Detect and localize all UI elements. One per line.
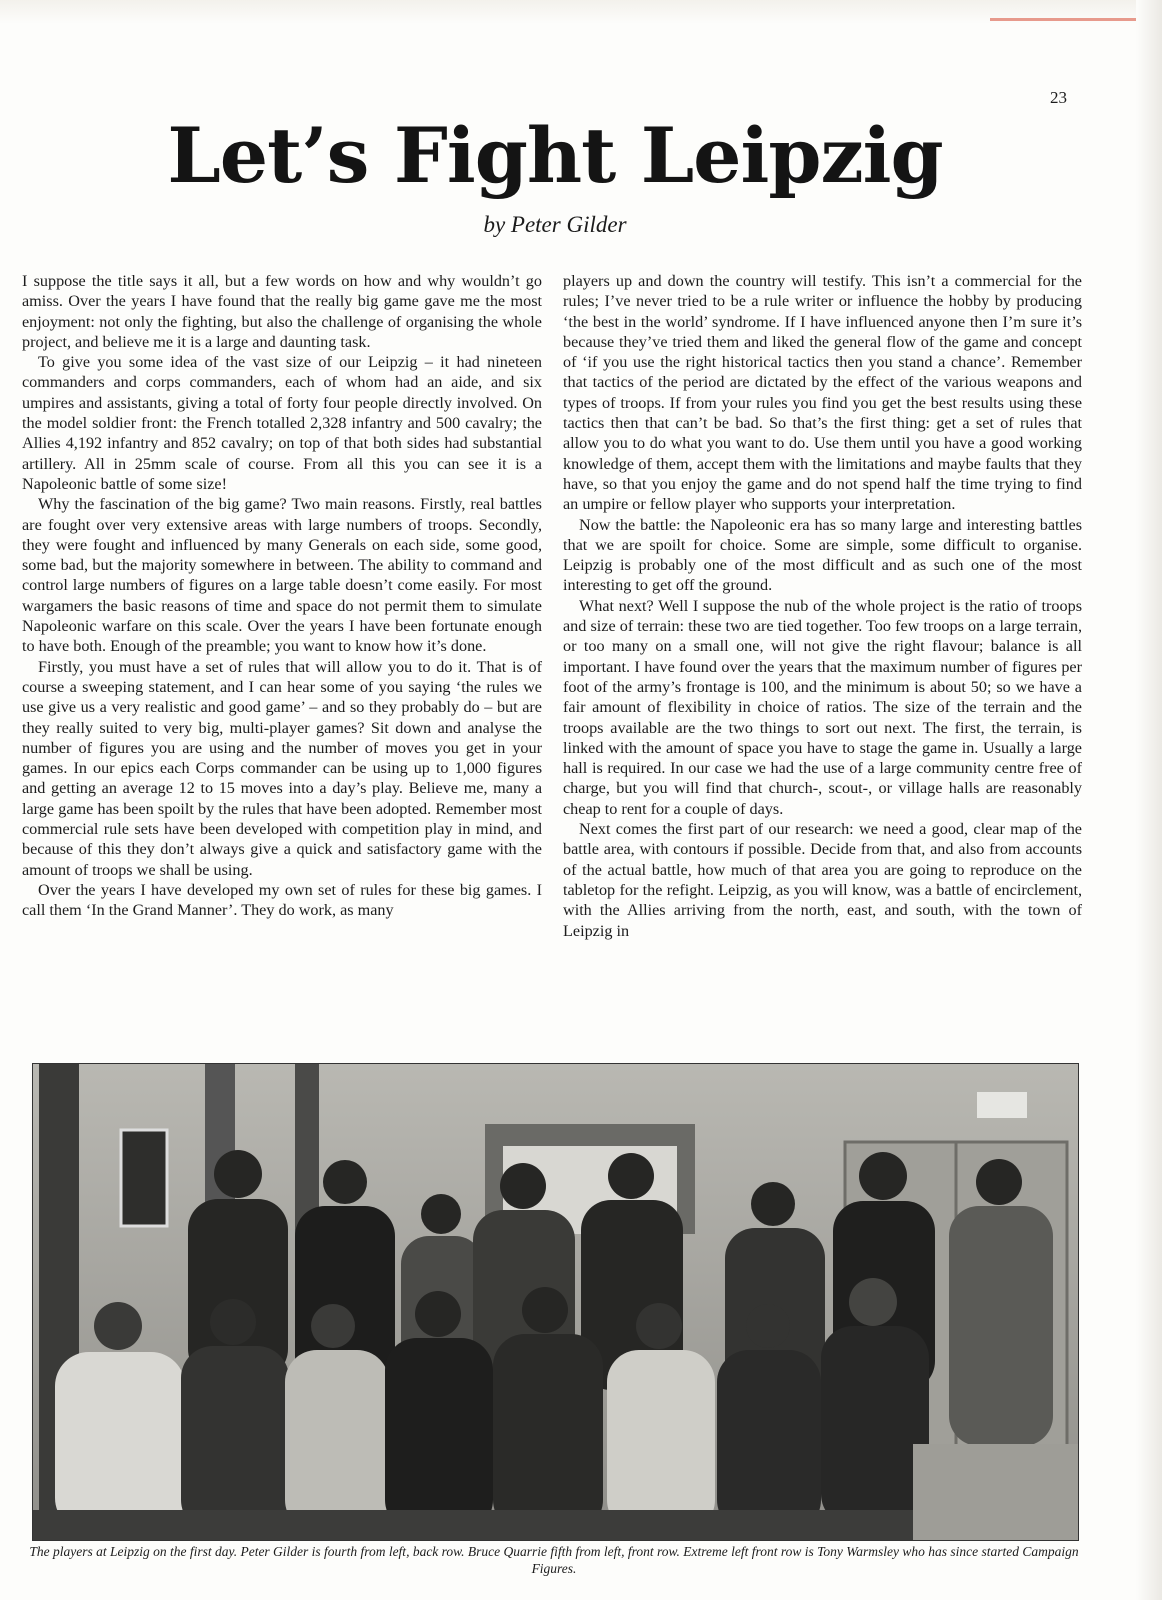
paragraph: Firstly, you must have a set of rules that will allow you to do it. That is of course a sweeping statement, and I can hear some of you saying ‘the rules we use give us a very realistic and good game’ – and so they probably do – but are they really suited to very big, multi-player games? Sit down and analyse the number of figures you are using and the number of moves you get in your games. In our epics each Corps commander can be using up to 1,000 figures and getting an average 12 to 15 moves into a day’s play. Believe me, many a large game has been spoilt by the rules that have been adopted. Remember most commercial rule sets have been developed with competition play in mind, and because of this they don’t always give a quick and satisfactory game with the amount of troops we shall be using.: [22, 657, 542, 879]
page-right-edge: [1136, 0, 1162, 1600]
group-photo-image: [33, 1064, 1078, 1540]
paragraph: What next? Well I suppose the nub of the whole project is the ratio of troops and size of terrain: these two are tied together. Too few troops on a large terrain, or too many on a small one, will not give the right flavour; balance is all important. I have found over the years that the maximum number of figures per foot of the army’s frontage is 100, and the minimum is about 50; so we have a fair amount of flexibility in choice of ratios. The size of the terrain and the troops available are the two things to sort out next. The first, the terrain, is linked with the amount of space you have to stage the game in. Usually a large hall is required. In our case we had the use of a large community centre free of charge, but you will find that church-, scout-, or village halls are reasonably cheap to rent for a couple of days.: [563, 596, 1082, 818]
paragraph: To give you some idea of the vast size of our Leipzig – it had nineteen commanders and corps commanders, each of whom had an aide, and six umpires and assistants, giving a total of forty four people directly involved. On the model soldier front: the French totalled 2,328 infantry and 500 cavalry; the Allies 4,192 infantry and 852 cavalry; on top of that both sides had substantial artillery. All in 25mm scale of course. From all this you can see it is a Napoleonic battle of some size!: [22, 353, 542, 493]
article-title: Let’s Fight Leipzig: [167, 111, 943, 200]
right-column: [563, 271, 1082, 941]
paragraph: Why the fascination of the big game? Two main reasons. Firstly, real battles are fought over very extensive areas with large numbers of troops. Secondly, they were fought and influenced by many Generals on each side, some good, some bad, but the majority somewhere in between. The ability to command and control large numbers of figures on a large table doesn’t come easily. For most wargamers the basic reasons of time and space do not permit them to simulate Napoleonic warfare on this scale. Over the years I have been fortunate enough to have both. Enough of the preamble; you want to know how it’s done.: [22, 495, 542, 656]
paragraph: Over the years I have developed my own set of rules for these big games. I call them ‘In the Grand Manner’. They do work, as many: [22, 880, 542, 920]
photo-caption: The players at Leipzig on the first day. Peter Gilder is fourth from left, back row. Bruce Quarrie fifth from left, front row. Extreme left front row is Tony Warmsley who has since started Campaign Figures.: [29, 1544, 1079, 1576]
page-top-edge: [0, 0, 1162, 24]
paragraph: I suppose the title says it all, but a few words on how and why wouldn’t go amiss. Over the years I have found that the really big game gave me the most enjoyment: not only the fighting, but also the challenge of organising the whole project, and believe me it is a large and daunting task.: [22, 272, 542, 351]
left-column: [22, 271, 542, 921]
paragraph: Next comes the first part of our research: we need a good, clear map of the battle area, with contours if possible. Decide from that, and also from accounts of the actual battle, how much of that area you are going to reproduce on the tabletop for the refight. Leipzig, as you will know, was a battle of encirclement, with the Allies arriving from the north, east, and south, with the town of Leipzig in: [563, 820, 1082, 940]
group-photo: [32, 1063, 1079, 1541]
paragraph: Now the battle: the Napoleonic era has so many large and interesting battles that we are spoilt for choice. Some are simple, some difficult to organise. Leipzig is probably one of the most difficult and as such one of the most interesting to get off the ground.: [563, 515, 1082, 595]
byline: by Peter Gilder: [483, 212, 627, 237]
paragraph: players up and down the country will testify. This isn’t a commercial for the rules; I’ve never tried to be a rule writer or influence the hobby by producing ‘the best in the world’ syndrome. If I have influenced anyone then I’m sure it’s because they’ve tried them and liked the general flow of the game and concept of ‘if you use the right historical tactics then you stand a chance’. Remember that tactics of the period are dictated by the effect of the various weapons and types of troops. If from your rules you find you get the best results using these tactics then that can’t be bad. So that’s the first thing: get a set of rules that allow you to do what you want to do. Use them until you have a good working knowledge of them, accept them with the limitations and maybe faults that they have, so that you enjoy the game and do not spend half the time trying to find an umpire or fellow player who supports your interpretation.: [563, 272, 1082, 514]
page-number: 23: [1050, 88, 1067, 107]
